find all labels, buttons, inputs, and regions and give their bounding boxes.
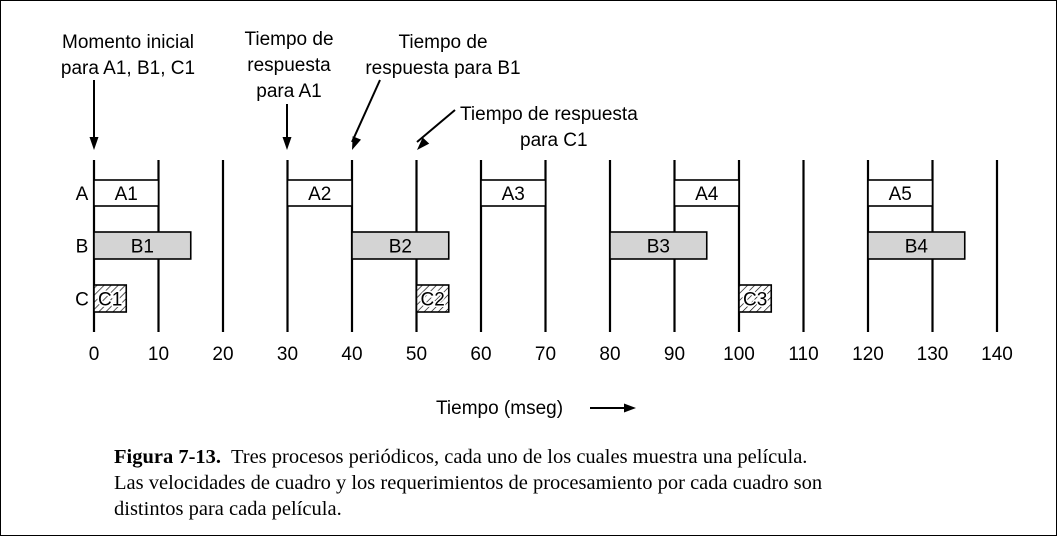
bar-label-c1: C1 <box>97 289 123 311</box>
annotation-start-arrowhead <box>90 137 99 150</box>
x-tick-label-120: 120 <box>852 344 884 365</box>
bar-label-b2: B2 <box>388 236 412 258</box>
caption-line-1 <box>114 444 974 470</box>
x-tick-label-70: 70 <box>534 344 557 365</box>
bar-label-b3: B3 <box>646 236 670 258</box>
caption-label: Figura 7-13. <box>114 446 222 468</box>
annotation-respB1-line-1: Tiempo de <box>398 32 488 53</box>
annotation-respA1-line-2: respuesta <box>247 55 331 76</box>
x-tick-label-40: 40 <box>341 344 363 365</box>
x-tick-label-50: 50 <box>405 344 428 365</box>
x-tick-label-130: 130 <box>916 344 949 365</box>
bar-label-a5: A5 <box>888 184 912 205</box>
annotation-respC1-line-2: para C1 <box>520 130 588 151</box>
x-tick-label-110: 110 <box>788 344 819 365</box>
annotation-respB1-arrowhead <box>352 136 361 150</box>
annotation-respA1-line-3: para A1 <box>256 81 322 102</box>
annotation-respB1-arrow-shaft <box>352 80 380 142</box>
annotation-respC1-line-1: Tiempo de respuesta <box>460 104 638 125</box>
caption-line-3: distintos para cada película. <box>114 498 342 520</box>
bar-label-a4: A4 <box>695 184 719 205</box>
x-axis-arrowhead <box>624 404 636 413</box>
bar-label-a2: A2 <box>308 184 332 205</box>
figure-caption <box>114 444 974 522</box>
bar-label-c2: C2 <box>420 289 445 311</box>
x-tick-label-30: 30 <box>276 344 299 365</box>
bar-label-b1: B1 <box>130 236 154 258</box>
annotation-start-line-1: Momento inicial <box>62 32 194 53</box>
x-tick-label-80: 80 <box>599 344 621 365</box>
x-tick-label-0: 0 <box>88 344 100 365</box>
annotation-respA1-line-1: Tiempo de <box>244 29 334 50</box>
x-tick-label-10: 10 <box>147 344 170 365</box>
x-tick-label-90: 90 <box>663 344 686 365</box>
bar-label-b4: B4 <box>904 236 928 258</box>
x-axis-label: Tiempo (mseg) <box>436 398 564 419</box>
caption-text-1: Tres procesos periódicos, cada uno de los cuales muestra una película. <box>230 446 808 468</box>
bar-label-a3: A3 <box>501 184 525 205</box>
annotation-respC1-arrow-shaft <box>417 110 455 142</box>
row-label-b: B <box>75 236 89 258</box>
row-label-c: C <box>75 289 89 311</box>
annotation-respA1-arrowhead <box>283 137 292 150</box>
x-tick-label-60: 60 <box>470 344 492 365</box>
bar-label-c3: C3 <box>742 289 768 311</box>
x-tick-label-20: 20 <box>212 344 234 365</box>
bar-label-a1: A1 <box>114 184 138 205</box>
x-tick-label-140: 140 <box>981 344 1013 365</box>
annotation-start-line-2: para A1, B1, C1 <box>60 58 196 79</box>
annotation-respB1-line-2: respuesta para B1 <box>365 58 521 79</box>
row-label-a: A <box>75 184 89 205</box>
x-tick-label-100: 100 <box>723 344 755 365</box>
caption-line-2: Las velocidades de cuadro y los requerimientos de procesamiento por cada cuadro son <box>114 472 823 494</box>
